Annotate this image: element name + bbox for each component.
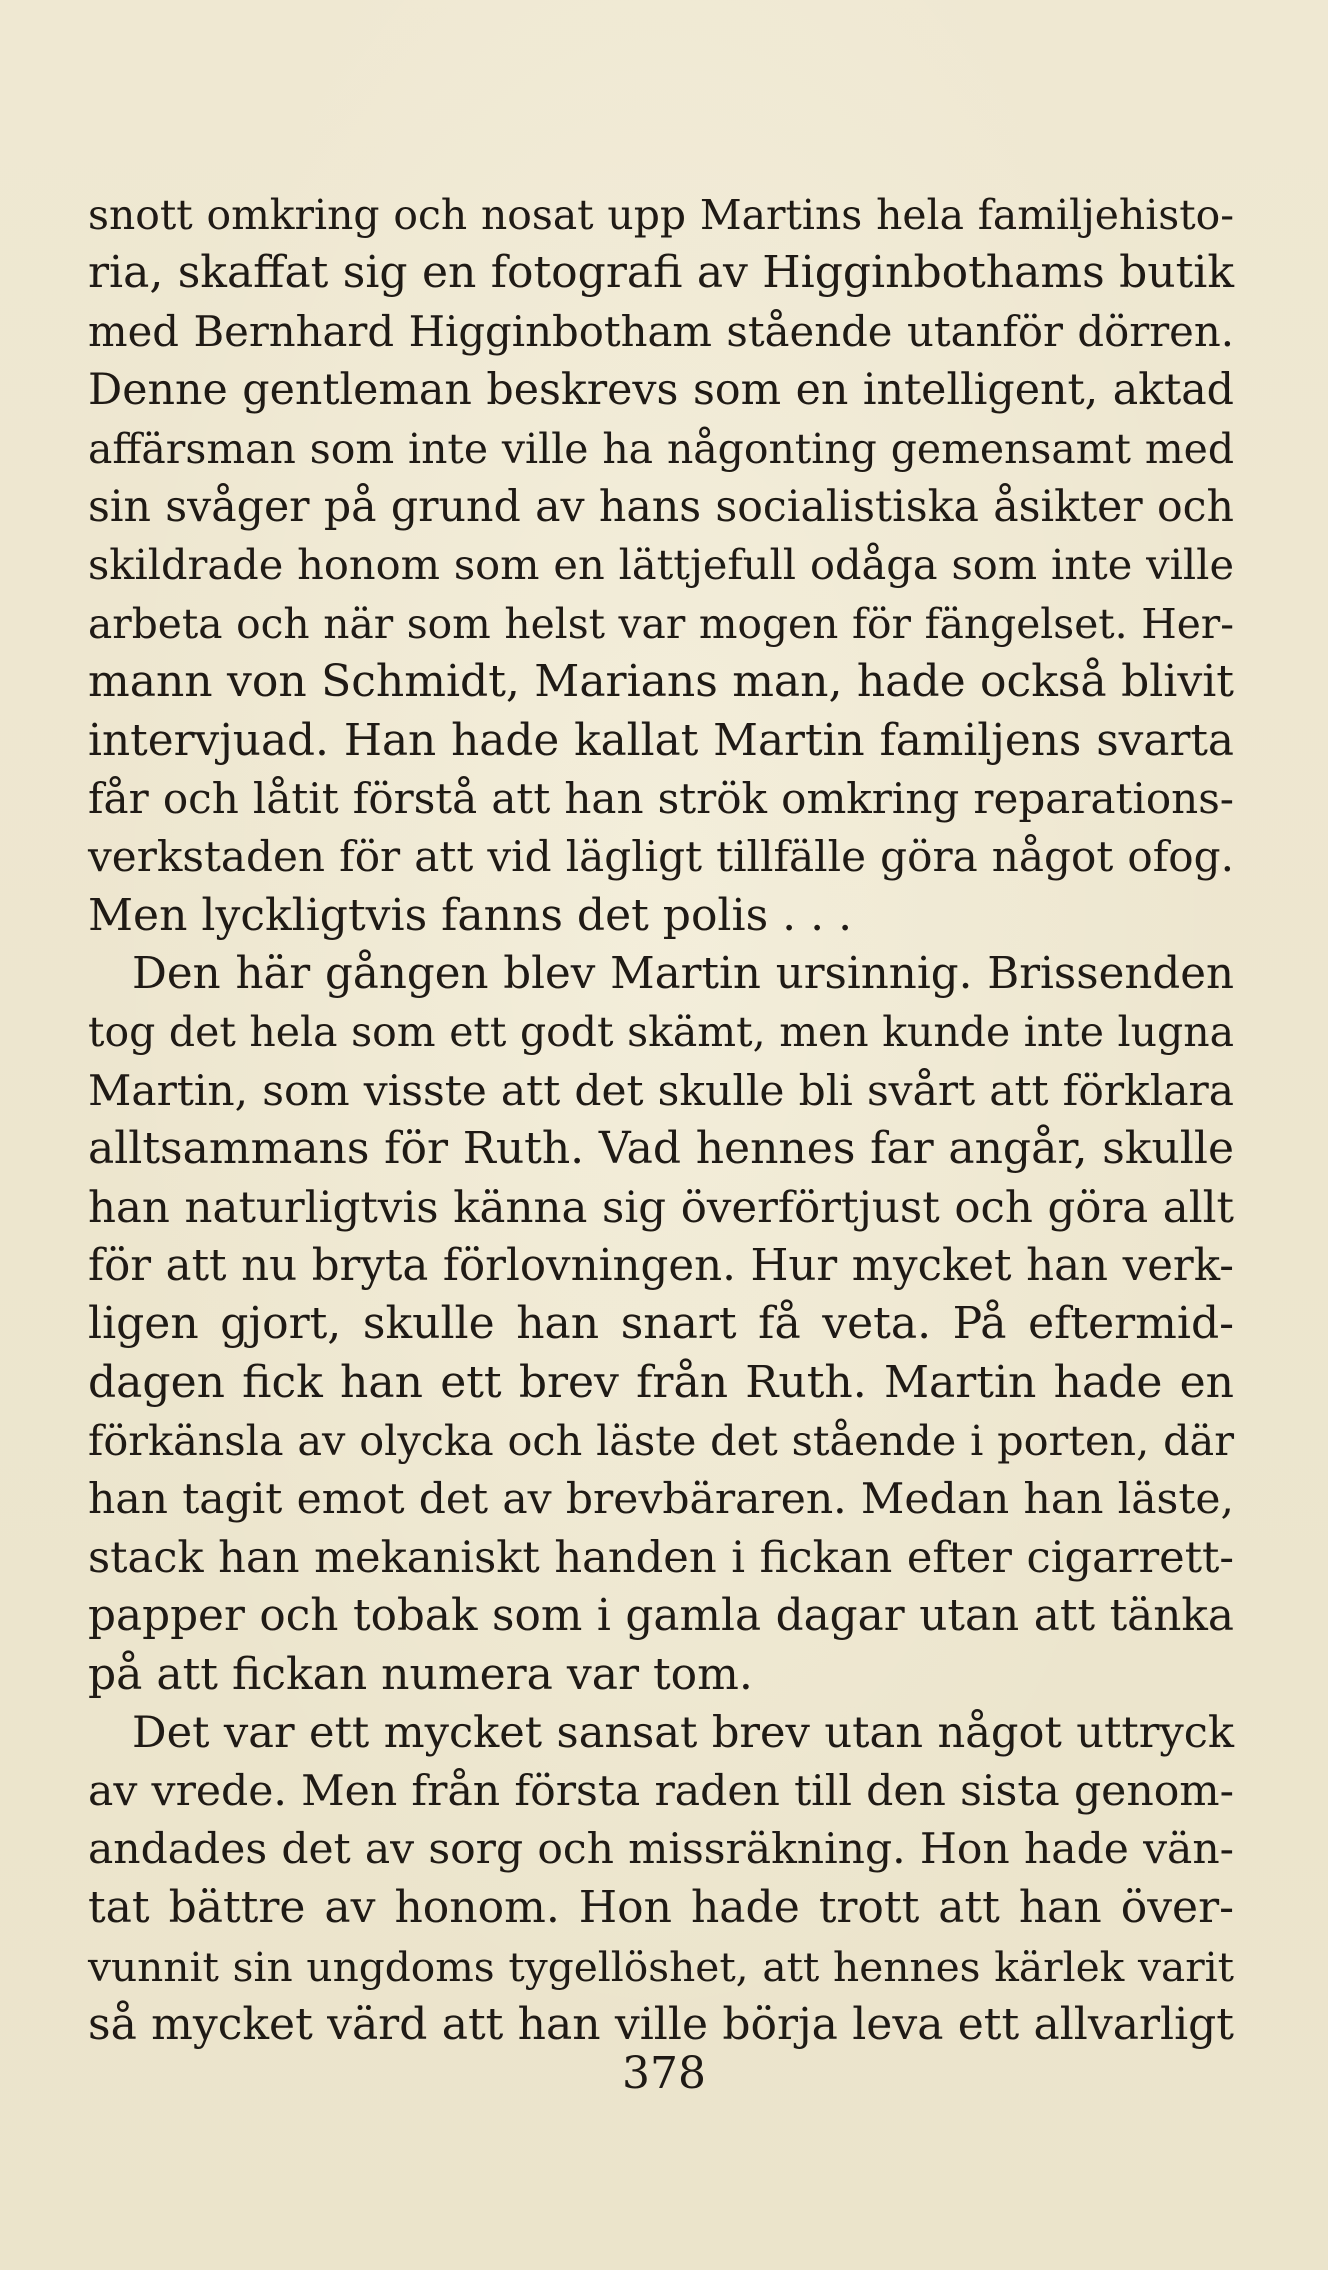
text-line: papper och tobak som i gamla dagar utan att tänka	[88, 1590, 1234, 1642]
text-line: mann von Schmidt, Marians man, hade också blivit	[88, 656, 1234, 708]
text-line: sin svåger på grund av hans socialistiska åsikter och	[88, 481, 1234, 532]
text-line: ria, skaffat sig en fotografi av Higginbothams butik	[88, 247, 1234, 299]
paragraph-3	[88, 1704, 1234, 2054]
text-line: han tagit emot det av brevbäraren. Medan han läste,	[88, 1474, 1234, 1524]
text-line: för att nu bryta förlovningen. Hur mycket han verk-	[88, 1241, 1234, 1292]
paragraph-2	[88, 945, 1234, 1704]
text-line: skildrade honom som en lättjefull odåga som inte ville	[88, 540, 1234, 590]
text-line: tog det hela som ett godt skämt, men kunde inte lugna	[88, 1008, 1234, 1057]
text-line: dagen fick han ett brev från Ruth. Martin hade en	[88, 1356, 1234, 1408]
text-line: Denne gentleman beskrevs som en intelligent, aktad	[88, 365, 1234, 416]
text-line: ligen gjort, skulle han snart få veta. På eftermid-	[88, 1298, 1234, 1350]
text-line: snott omkring och nosat upp Martins hela familjehisto-	[88, 191, 1234, 239]
text-line: verkstaden för att vid lägligt tillfälle göra något ofog.	[88, 832, 1234, 882]
text-line: andades det av sorg och missräkning. Hon hade vän-	[88, 1824, 1234, 1874]
text-line: på att fickan numera var tom.	[88, 1648, 753, 1700]
text-line: alltsammans för Ruth. Vad hennes far angår, skulle	[88, 1123, 1234, 1175]
text-line: han naturligtvis känna sig överförtjust och göra allt	[88, 1182, 1234, 1233]
text-line: tat bättre av honom. Hon hade trott att han över-	[88, 1882, 1234, 1934]
page-number: 378	[622, 2048, 706, 2099]
text-line: Det var ett mycket sansat brev utan något uttryck	[132, 1708, 1234, 1759]
text-line: vunnit sin ungdoms tygellöshet, att hennes kärlek varit	[88, 1942, 1234, 1991]
paragraph-1	[88, 186, 1234, 945]
text-line: stack han mekaniskt handen i fickan efter cigarrett-	[88, 1532, 1234, 1583]
text-line: får och låtit förstå att han strök omkring reparations-	[88, 773, 1234, 823]
text-line: så mycket värd att han ville börja leva ett allvarligt	[88, 1999, 1234, 2051]
text-line: intervjuad. Han hade kallat Martin familjens svarta	[88, 714, 1234, 766]
text-line: Den här gången blev Martin ursinnig. Brissenden	[132, 949, 1234, 1000]
text-line: arbeta och när som helst var mogen för fängelset. Her-	[88, 599, 1234, 648]
text-line: affärsman som inte ville ha någonting gemensamt med	[88, 424, 1234, 473]
text-line: med Bernhard Higginbotham stående utanför dörren.	[88, 306, 1234, 356]
text-line: Men lyckligtvis fanns det polis . . .	[88, 889, 853, 941]
text-line: av vrede. Men från första raden till den sista genom-	[88, 1766, 1234, 1816]
text-line: förkänsla av olycka och läste det stående i porten, där	[88, 1417, 1234, 1466]
body-text	[88, 186, 1234, 2055]
text-line: Martin, som visste att det skulle bli svårt att förklara	[88, 1065, 1234, 1115]
